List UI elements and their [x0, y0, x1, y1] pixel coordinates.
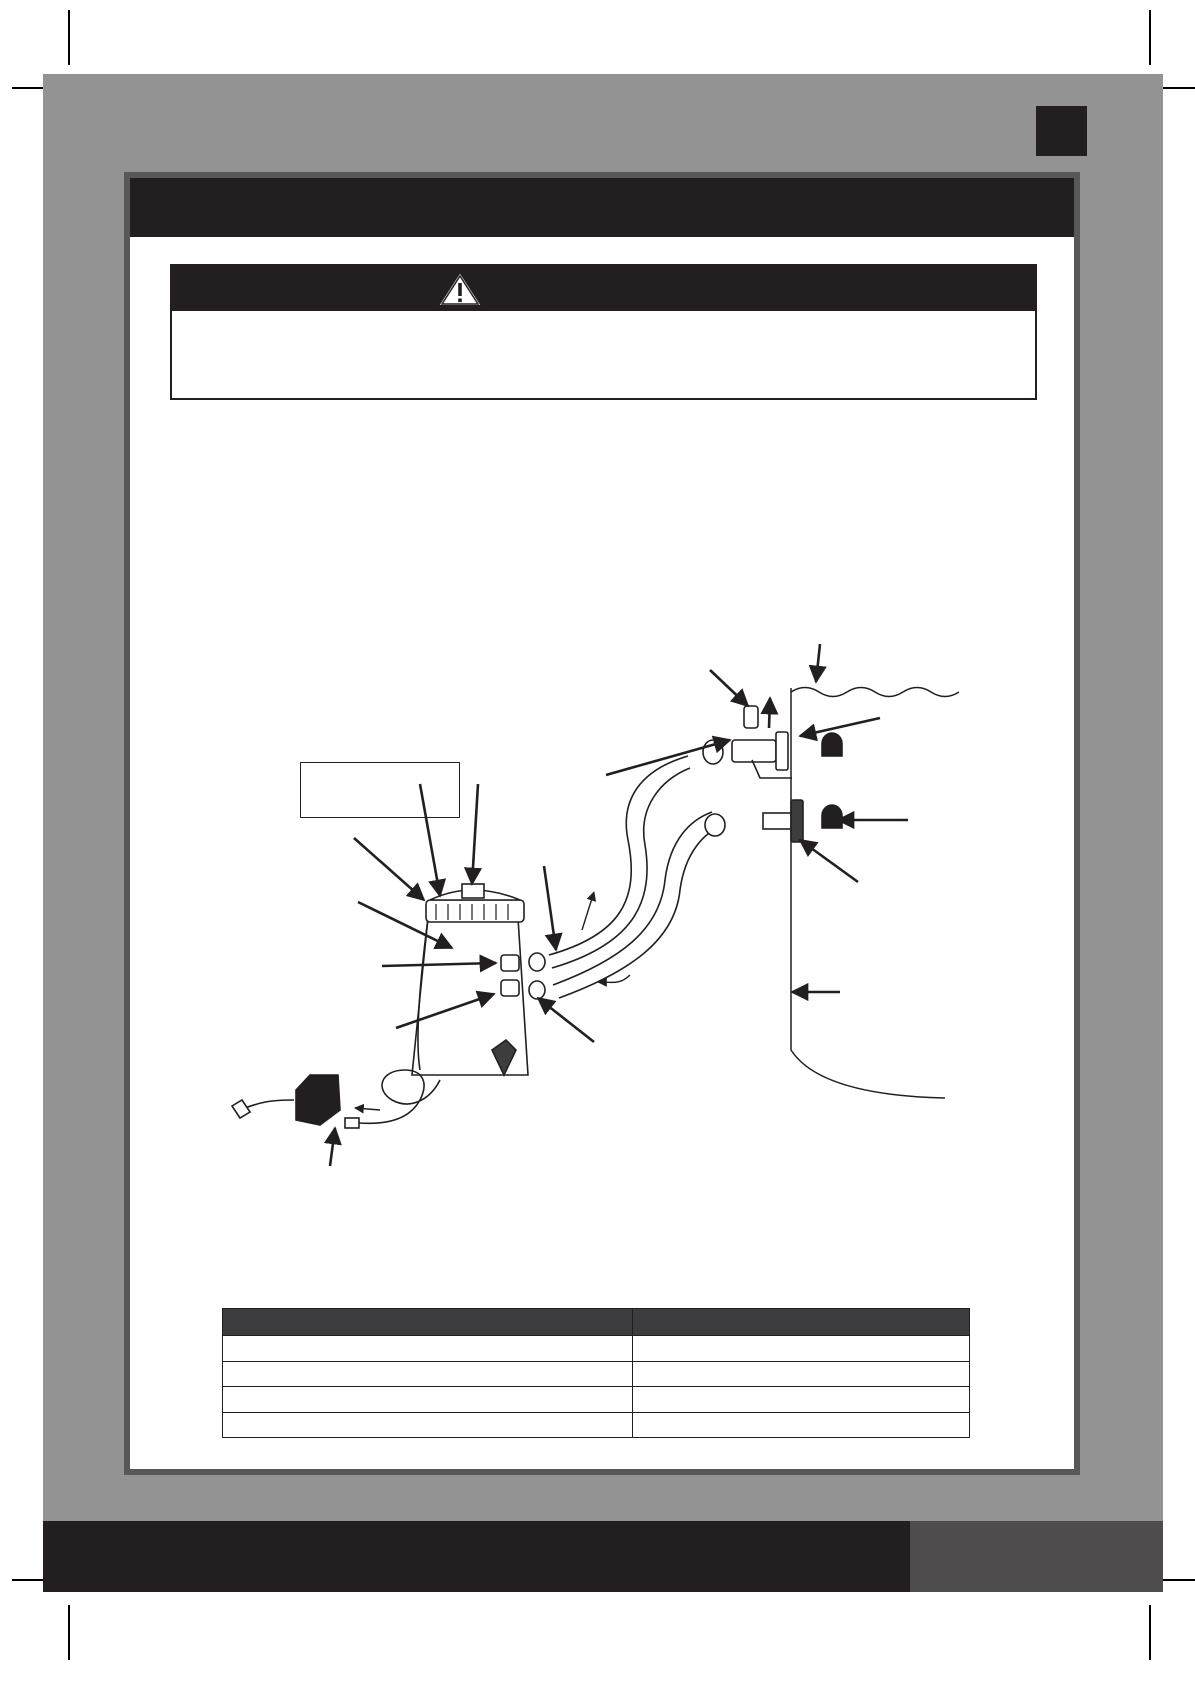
- hoses: [549, 756, 722, 998]
- outlet-fitting: [705, 800, 842, 842]
- table-cell: [633, 1361, 970, 1387]
- table-cell: [633, 1336, 970, 1362]
- filter-pump: [412, 884, 528, 1075]
- table-cell: [633, 1412, 970, 1438]
- footer-tab: [910, 1521, 1163, 1592]
- table-header-row: [223, 1309, 970, 1336]
- transformer: [232, 1070, 440, 1128]
- table-header-cell: [633, 1309, 970, 1336]
- table-cell: [223, 1387, 633, 1413]
- table-row: [223, 1336, 970, 1362]
- callout-arrows: [330, 644, 908, 1166]
- pool-wall: [791, 688, 959, 1099]
- table-row: [223, 1361, 970, 1387]
- table-row: [223, 1412, 970, 1438]
- table-row: [223, 1387, 970, 1413]
- hose-clamps: [529, 953, 545, 999]
- table-cell: [223, 1336, 633, 1362]
- parts-table: [222, 1308, 970, 1438]
- table-cell: [223, 1361, 633, 1387]
- water-surface: [791, 688, 959, 697]
- table-header-cell: [223, 1309, 633, 1336]
- footer-bar: [43, 1521, 910, 1592]
- table-cell: [633, 1387, 970, 1413]
- table-cell: [223, 1412, 633, 1438]
